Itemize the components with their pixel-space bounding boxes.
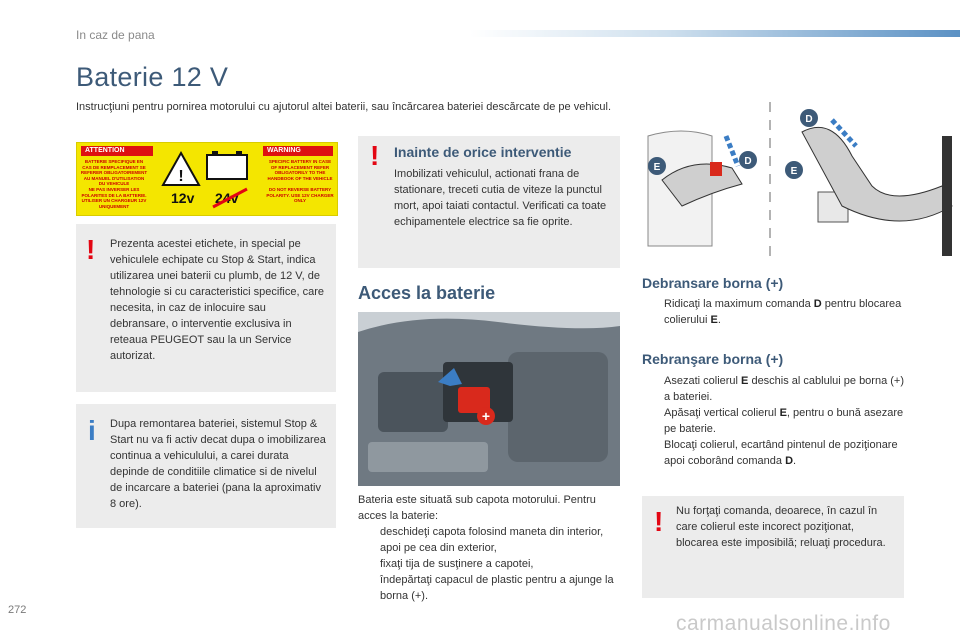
- access-bullet: [358, 524, 620, 556]
- bullet-bold-letter: D: [785, 455, 794, 467]
- before-intervention-box: [358, 136, 620, 268]
- warning-text-label: Prezenta acestei etichete, in special pe vehiculele echipate cu Stop & Start, indica utilizarea unei baterii cu plumb, de 12 V, de tehnologie si cu caracteristici specifice, care necesita, in caz de inlocuire sau debransare, o interventie exclusiva in reteaua PEUGEOT sau la un Service autorizat.: [110, 238, 324, 362]
- warning-icon: !: [654, 506, 664, 537]
- engine-bay-illustration: [358, 312, 620, 486]
- access-bullet-text: îndepărtaţi capacul de plastic pentru a ajunge la borna (+).: [380, 574, 614, 602]
- reconnect-bullet: [642, 405, 904, 437]
- warning-box-force: [642, 496, 904, 598]
- label-right-top-text: SPECIFIC BATTERY IN CASE OF REPLACEMENT REFER OBLIGATORILY TO THE HANDBOOK OF THE VEHICLE: [267, 159, 333, 181]
- battery-warning-label-image: [76, 142, 338, 216]
- diagram-label: E: [790, 166, 798, 177]
- access-intro-text: Bateria este situată sub capota motorului. Pentru acces la baterie:: [358, 494, 596, 522]
- bullet-text-part: Asezati colierul: [664, 375, 742, 387]
- bullet-bold-letter: D: [813, 298, 822, 310]
- access-bullet: [358, 556, 620, 572]
- label-left-bottom-text: NE PAS INVERSER LES POLARITES DE LA BATTERIE. UTILISER UN CHARGEUR 12V UNIQUEMENT: [81, 187, 147, 209]
- bullet-text-part: Apăsaţi vertical colierul: [664, 407, 780, 419]
- header-gradient-bar: [470, 30, 960, 37]
- label-warning-header: WARNING: [263, 146, 333, 156]
- positive-terminal-mark: +: [481, 408, 491, 424]
- before-intervention-text: Imobilizati vehiculul, actionati frana de stationare, treceti cutia de viteze la punctul mort, apoi taiati contactul. Verificati ca toate echipamentele electrice sa fie oprite.: [394, 168, 607, 228]
- warning-box-label: [76, 224, 336, 392]
- label-left-top-text: BATTERIE SPECIFIQUE EN CAS DE REMPLACEMENT SE REFERER OBLIGATOIREMENT AU MANUEL D'UTILISATION DU VEHICULE: [80, 159, 148, 186]
- engine-bay-photo: [358, 312, 620, 486]
- diagram-label: E: [653, 162, 661, 173]
- label-right-bottom-text: DO NOT REVERSE BATTERY POLARITY. USE 12V CHARGER ONLY: [266, 187, 334, 203]
- info-box-stop-start: [76, 404, 336, 528]
- watermark: carmanualsonline.info: [676, 612, 891, 635]
- access-bullet-text: deschideţi capota folosind maneta din interior, apoi pe cea din exterior,: [380, 526, 604, 554]
- bullet-bold-letter: E: [710, 314, 718, 326]
- access-instructions: [358, 492, 620, 604]
- access-battery-title: Acces la baterie: [358, 283, 496, 303]
- section-label: In caz de pana: [76, 28, 155, 42]
- reconnect-title: Rebranşare borna (+): [642, 351, 784, 367]
- access-bullet: [358, 572, 620, 604]
- bullet-text-part: deschis al cablului pe borna (+) a bateriei.: [664, 375, 905, 403]
- access-bullet-text: fixaţi tija de susţinere a capotei,: [380, 558, 534, 570]
- battery-label-pictogram: [159, 149, 255, 209]
- before-intervention-title: Inainte de orice interventie: [394, 144, 572, 160]
- label-attention-header: ATTENTION: [81, 146, 153, 156]
- bullet-bold-letter: E: [779, 407, 787, 419]
- page-title: Baterie 12 V: [76, 62, 229, 92]
- clamp-diagram-svg: [642, 96, 960, 262]
- intro-text: Instrucţiuni pentru pornirea motorului cu ajutorul altei baterii, sau încărcarea bateriei descărcate de pe vehicul.: [76, 101, 612, 113]
- warning-icon: !: [86, 234, 96, 265]
- bullet-bold-letter: E: [741, 375, 749, 387]
- reconnect-instructions: [642, 373, 904, 469]
- disconnect-bullet: [642, 296, 904, 328]
- terminal-clamp-diagram: [642, 96, 960, 262]
- reconnect-bullet: [642, 437, 904, 469]
- diagram-label: D: [805, 114, 813, 125]
- warning-text-force: Nu forţaţi comanda, deoarece, în cazul în care colierul este incorect poziţionat, blocarea este imposibilă; reluaţi procedura.: [676, 505, 886, 549]
- label-12v: 12v: [171, 190, 195, 206]
- diagram-label: D: [744, 156, 752, 167]
- disconnect-instructions: [642, 296, 904, 328]
- reconnect-bullet: [642, 373, 904, 405]
- bullet-text-part: .: [717, 314, 721, 326]
- page-number: 272: [8, 604, 27, 616]
- info-text: Dupa remontarea bateriei, sistemul Stop & Start nu va fi activ decat dupa o imobilizarea continua a vehiculului, a carei durata depinde de conditiile climatice si de nivelul de incarcare a bateriei (pana la aproximativ 8 ore).: [110, 418, 326, 510]
- label-24v: 24v: [215, 190, 239, 206]
- bullet-text-part: Ridicaţi la maximum comanda: [664, 298, 814, 310]
- info-icon: i: [88, 415, 96, 446]
- bullet-text-part: Blocaţi colierul, ecartând pintenul de poziţionare apoi coborând comanda: [664, 439, 898, 467]
- bullet-text-part: .: [793, 455, 797, 467]
- warning-icon: !: [370, 140, 380, 171]
- disconnect-title: Debransare borna (+): [642, 275, 784, 291]
- bullet-text-part: pentru blocarea colierului: [664, 298, 902, 326]
- svg-text:!: !: [178, 168, 184, 185]
- bullet-text-part: , pentru o bună asezare pe baterie.: [664, 407, 904, 435]
